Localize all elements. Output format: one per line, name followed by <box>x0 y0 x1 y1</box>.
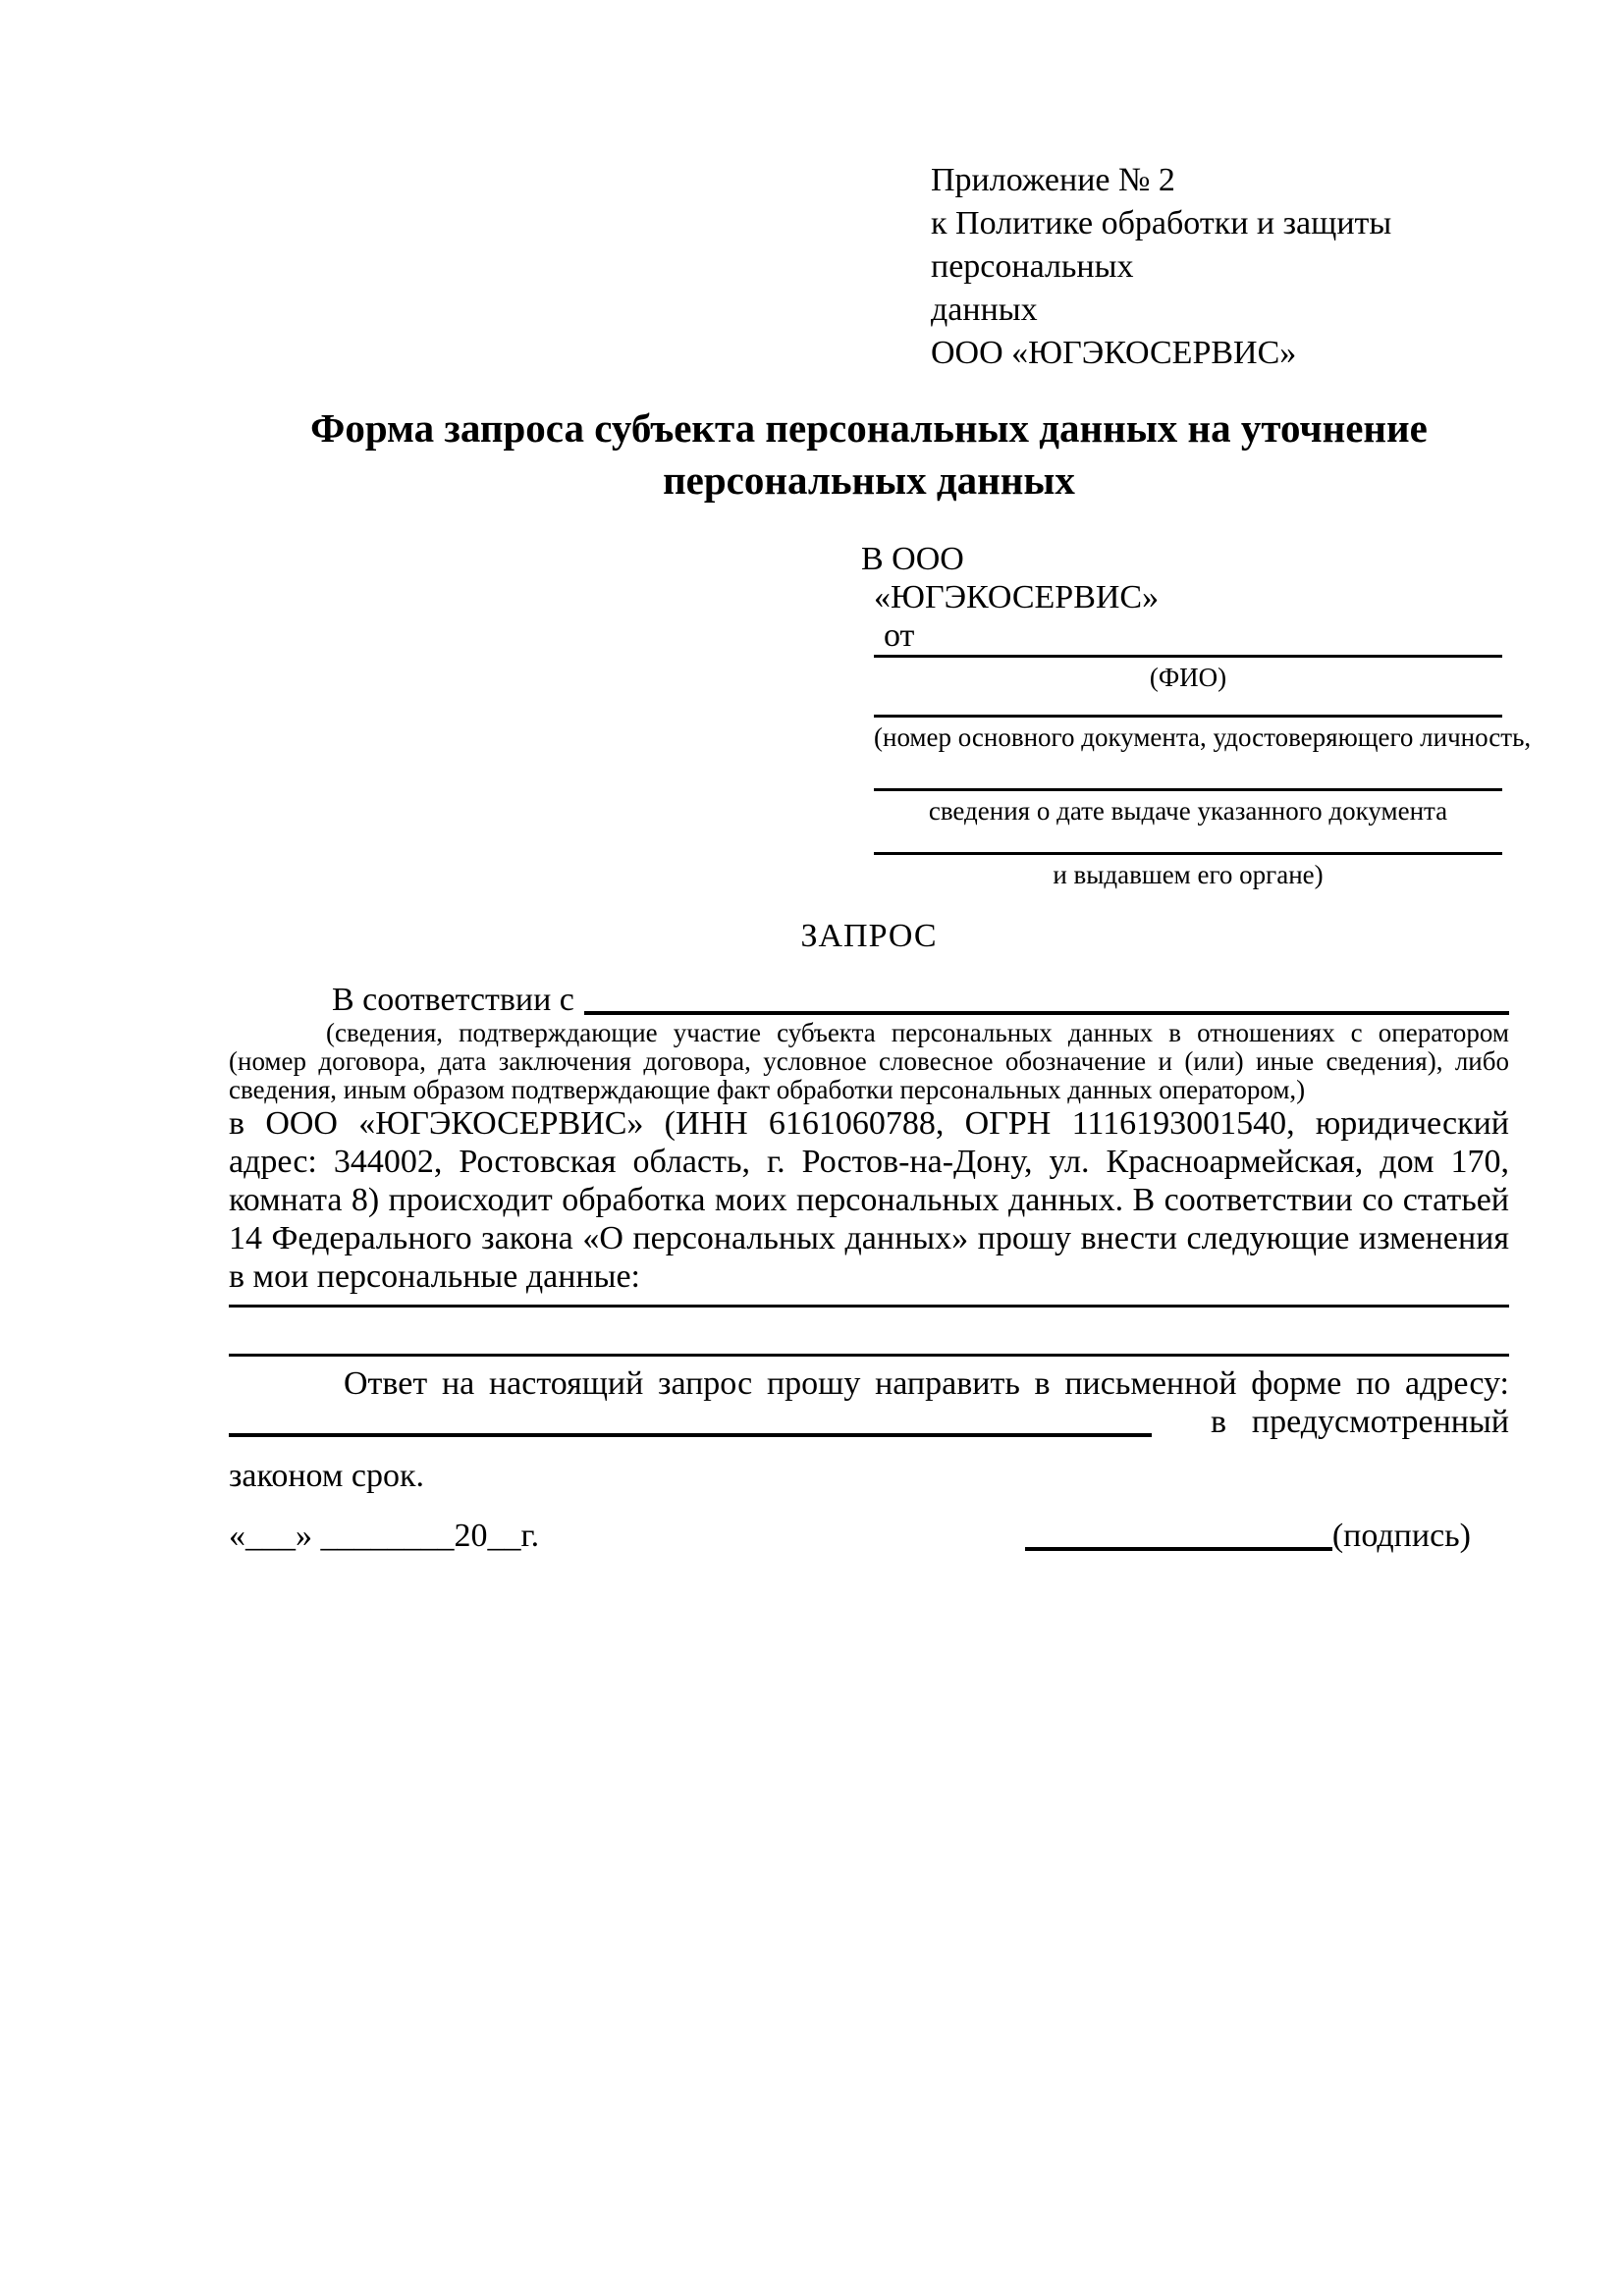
date-template: «___» ________20__г. <box>229 1518 540 1554</box>
addressee-block <box>861 540 1532 889</box>
addressee-to-line: В ООО <box>861 541 964 577</box>
issue-date-caption: сведения о дате выдаче указанного документа <box>928 796 1448 826</box>
accordance-label: В соответствии с <box>332 982 574 1018</box>
document-title: Форма запроса субъекта персональных данных на уточнение персональных данных <box>310 405 1428 503</box>
changes-blank-line-2 <box>229 1308 1509 1357</box>
appendix-line: Приложение № 2 <box>931 162 1175 198</box>
signature-caption: (подпись) <box>1331 1518 1471 1554</box>
footer-row <box>229 1517 1509 1555</box>
request-body-paragraph: в ООО «ЮГЭКОСЕРВИС» (ИНН 6161060788, ОГРН 1116193001540, юридический адрес: 344002, Ростовская область, г. Ростов-на-Дону, ул. Красноармейская, дом 170, комната 8) происходит обработка моих персональных данных. В соответствии со статьей 14 Федерального закона «О персональных данных» прошу внести следующие изменения в мои персональные данные: <box>229 1105 1509 1295</box>
issue-date-field <box>861 788 1502 826</box>
document-number-field <box>861 715 1532 752</box>
addressee-from-label: от <box>884 617 915 654</box>
accordance-blank-line <box>584 981 1509 1015</box>
request-heading: ЗАПРОС <box>800 918 938 954</box>
addressee-company-line: «ЮГЭКОСЕРВИС» <box>874 579 1160 615</box>
response-address-paragraph: Ответ на настоящий запрос прошу направить в письменной форме по адресу: <box>344 1365 1509 1402</box>
operator-relation-note: (сведения, подтверждающие участие субъекта персональных данных в отношениях с оператором (номер договора, дата заключения договора, условное словесное обозначение и (или) иные сведения), либо сведения, иным образом подтверждающие факт обработки персональных данных оператором,) <box>229 1018 1509 1104</box>
appendix-line: данных <box>931 292 1038 328</box>
appendix-header <box>931 159 1441 375</box>
document-number-caption: (номер основного документа, удостоверяющего личность, <box>874 722 1532 752</box>
fio-caption: (ФИО) <box>1149 663 1227 692</box>
signature-blank-line <box>1025 1517 1332 1551</box>
signature-group <box>1025 1517 1471 1555</box>
issuing-authority-field <box>861 852 1502 889</box>
appendix-line: ООО «ЮГЭКОСЕРВИС» <box>931 335 1297 371</box>
issuing-authority-caption: и выдавшем его органе) <box>1053 860 1324 889</box>
changes-blank-line-1 <box>229 1296 1509 1308</box>
response-word-term: предусмотренный <box>1251 1404 1509 1440</box>
accordance-row <box>229 981 1509 1019</box>
legal-term-line: законом срок. <box>229 1458 424 1494</box>
appendix-line: к Политике обработки и защиты персональных <box>931 205 1392 285</box>
response-address-row <box>229 1403 1509 1441</box>
fio-field <box>861 655 1502 692</box>
address-blank-line <box>229 1403 1152 1437</box>
response-word-v: в <box>1211 1404 1227 1440</box>
